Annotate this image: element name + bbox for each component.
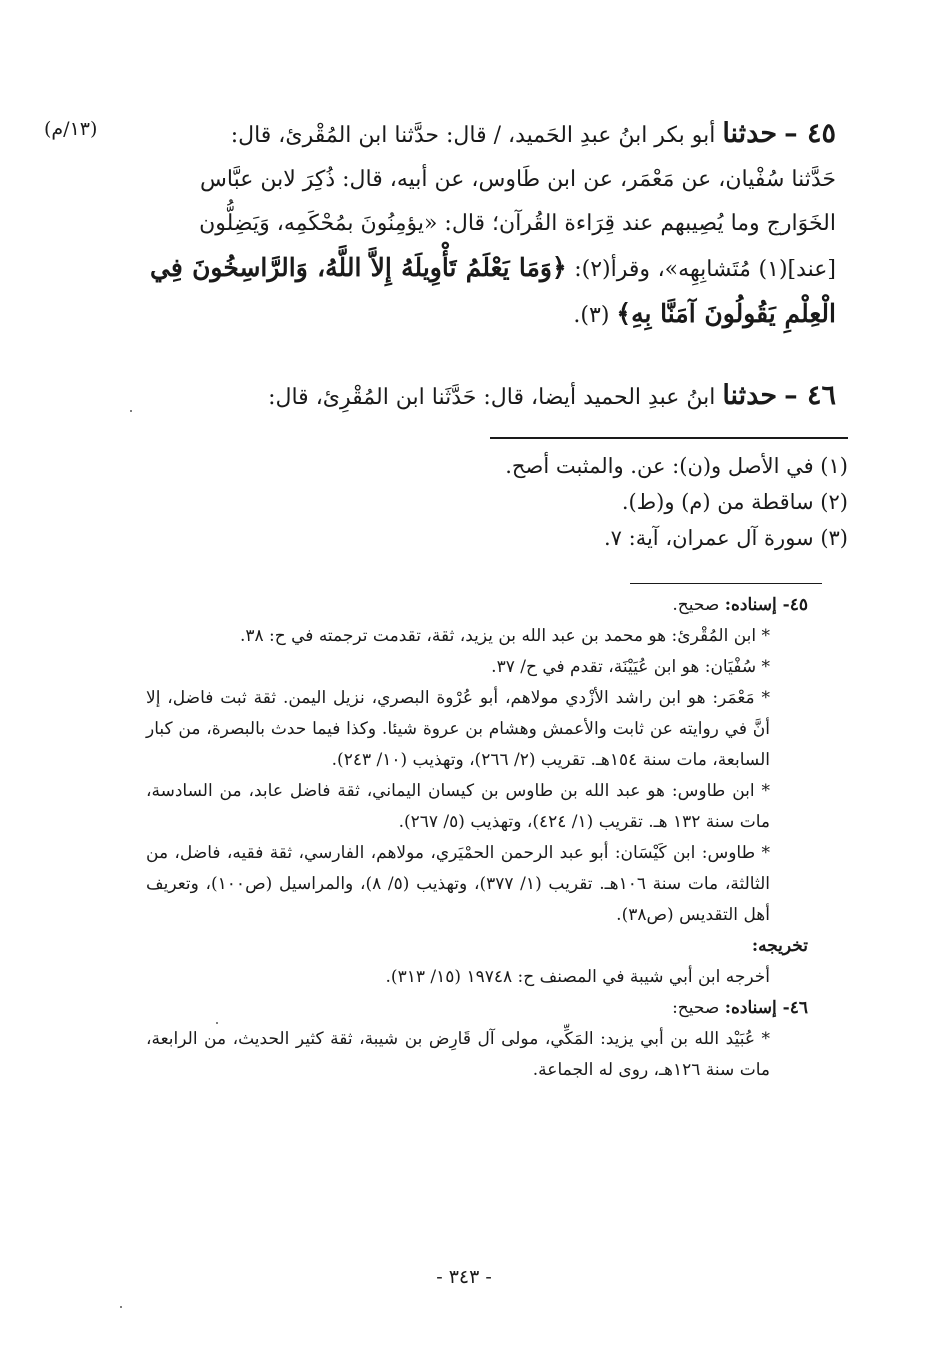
hadith-45 (150, 112, 836, 338)
narrator-entry-tawus: * طاوس: ابن كَيْسَان: أبو عبد الرحمن الحمْيَري، مولاهم، الفارسي، ثقة فقيه، فاضل، من الثالثة، مات سنة ١٠٦هـ. تقريب (١/ ٣٧٧)، وتهذيب (٥/ ٨)، والمراسيل (ص١٠٠)، وتعريف أهل التقديس (ص٣٨). (146, 843, 770, 925)
hadith-45-text-1: أبو بكر ابنُ عبدِ الحَميد، / قال: حدَّثنا ابن المُقْرئ، قال: (230, 123, 716, 148)
hadith-45-text-4: [عند](١) مُتَشابِهِه»، وقرأ(٢): (574, 257, 836, 282)
narrator-entry-ibn-tawus: * ابن طاوس: هو عبد الله بن طاوس بن كيسان اليماني، ثقة فاضل عابد، من السادسة، مات سنة ١٣٢ هـ. تقريب (١/ ٤٢٤)، وتهذيب (٥/ ٢٦٧). (146, 781, 770, 832)
hadith-45-line-3: الخَوَارج وما يُصِيبهم عند قِرَاءة القُرآن؛ قال: «يؤمِنُونَ بمُحْكَمِه، وَيَضِلُّون (199, 211, 836, 236)
isnad-46-heading: ٤٦- إسناده: (724, 998, 808, 1018)
hadith-45-line-2: حَدَّثنا سُفْيان، عن مَعْمَر، عن ابن طَاوس، عن أبيه، قال: ذُكِرَ لابن عبَّاس (200, 167, 836, 192)
page-number: - ٣٤٣ - (436, 1266, 492, 1288)
footnote-2: (٢) ساقطة من (م) و(ط). (621, 490, 848, 514)
scan-speck (120, 1306, 122, 1308)
isnad-45-grade: صحيح. (672, 595, 720, 615)
takhrij-divider (630, 583, 822, 584)
narrator-entry-sufyan: * سُفْيَان: هو ابن عُيَيْنَة، تقدم في ح/ ٣٧. (491, 657, 770, 677)
scan-speck (130, 410, 132, 412)
hadith-46-text: ابنُ عبدِ الحميد أيضا، قال: حَدَّثَنا ابن المُقْرِئ، قال: (268, 385, 716, 410)
hadith-45-line-4 (150, 246, 836, 338)
footnote-divider (490, 437, 848, 439)
narrator-entry-ubaidullah: * عُبَيْد الله بن أبي يزيد: المَكِّي، مولى آل قَارِض بن شيبة، ثقة كثير الحديث، من الرابعة، مات سنة ١٢٦هـ، روى له الجماعة. (146, 1029, 770, 1080)
footnote-1: (١) في الأصل و(ن): عن. والمثبت أصح. (505, 454, 848, 478)
narrator-entry-mamar: * مَعْمَر: هو ابن راشد الأزْدي مولاهم، أبو عُرْوة البصري، نزيل اليمن. ثقة ثبت فاضل، إلا أنَّ في روايته عن ثابت والأعمش وهشام بن عروة شيئا. وكذا فيما حدث بالبصرة، من كبار السابعة، مات سنة ١٥٤هـ. تقريب (٢/ ٢٦٦)، وتهذيب (١٠/ ٢٤٣). (146, 688, 770, 770)
isnad-46-grade: صحيح: (672, 998, 720, 1018)
takhrij-heading: تخريجه: (751, 936, 808, 956)
takhrij-text: أخرجه ابن أبي شيبة في المصنف ح: ١٩٧٤٨ (١٥/ ٣١٣). (385, 967, 770, 987)
margin-manuscript-ref: (١٣/م) (44, 118, 98, 140)
hadith-46 (150, 374, 836, 420)
hadith-45-number: ٤٥ – (784, 118, 836, 149)
quran-footnote-ref: (٣). (573, 303, 610, 328)
hadith-46-haddathana: حدثنا (722, 380, 778, 411)
quran-verse: ﴿وَمَا يَعْلَمُ تَأْوِيلَهُ إِلاَّ اللَّهُ، وَالرَّاسِخُونَ فِي الْعِلْمِ يَقُولُونَ آمَنَّا بِهِ﴾ (150, 253, 836, 328)
hadith-46-number: ٤٦ – (784, 380, 836, 411)
isnad-45-line (146, 590, 808, 621)
narrator-entry-ibn-almuqri: * ابن المُقْرئ: هو محمد بن عبد الله بن يزيد، ثقة، تقدمت ترجمته في ح: ٣٨. (239, 626, 770, 646)
hadith-45-haddathana: حدثنا (722, 118, 778, 149)
scan-speck (216, 1022, 218, 1024)
footnote-3: (٣) سورة آل عمران، آية: ٧. (603, 526, 848, 550)
footnotes-list (380, 448, 848, 556)
isnad-46-line (146, 993, 808, 1024)
hadith-45-line-1 (150, 112, 836, 158)
isnad-45-heading: ٤٥- إسناده: (724, 595, 808, 615)
takhrij-section (146, 590, 808, 1086)
